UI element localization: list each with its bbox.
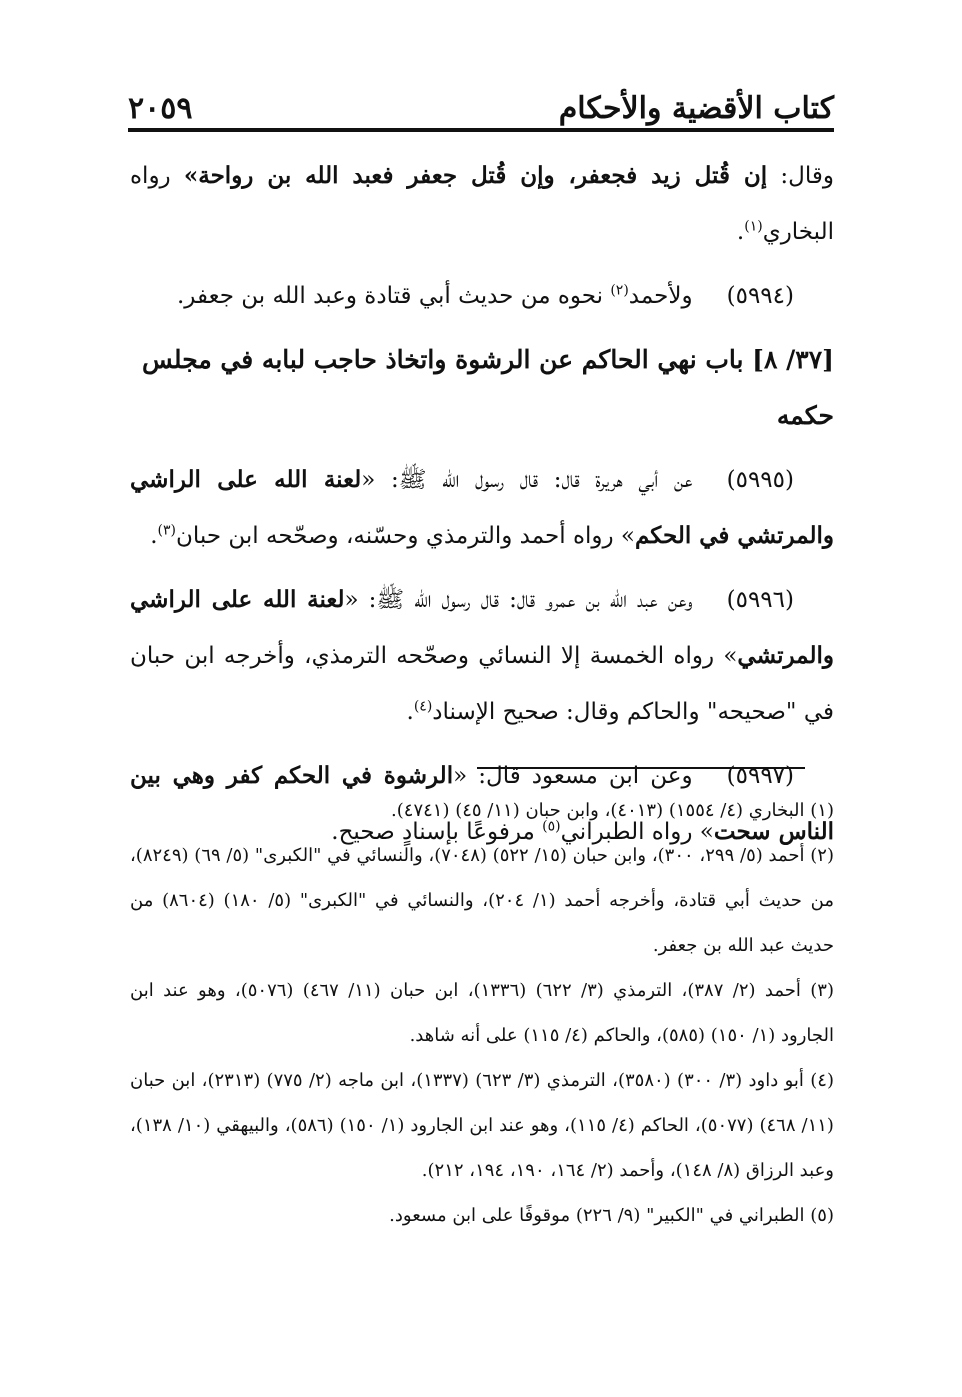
book-title: كتاب الأقضية والأحكام — [558, 91, 834, 126]
hadith-lead: وعن عبد الله بن عمرو قال: قال رسول الله ﷺ: « — [344, 587, 693, 613]
hadith-number: (٥٩٩٥) — [726, 467, 794, 493]
footnote-1: (١) البخاري (٤/ ١٥٥٤) (٤٠١٣)، وابن حبان (١١/ ٤٥) (٤٧٤١). — [391, 800, 834, 821]
hadith-tail: » رواه الخمسة إلا النسائي وصحّحه الترمذي، وأخرجه ابن حبان في "صحيحه" والحاكم وقال: صحيح الإسناد — [130, 643, 834, 725]
paragraph-1 — [130, 148, 834, 260]
hadith-5995 — [130, 452, 834, 564]
hadith-tail: » رواه الطبراني — [560, 819, 714, 845]
hadith-text: لعنة الله على الراشي والمرتشي — [130, 586, 834, 669]
paragraph-tail: رواه البخاري — [130, 163, 834, 245]
footnote-ref: (٣) — [157, 522, 177, 539]
footnote-ref: (٤) — [413, 698, 433, 715]
hadith-number: (٥٩٩٤) — [726, 283, 794, 309]
paragraph-lead: وقال: — [767, 163, 834, 189]
footnote-5: (٥) الطبراني في "الكبير" (٩/ ٢٢٦) موقوفًا على ابن مسعود. — [389, 1205, 834, 1226]
hadith-lead: وعن ابن مسعود قال: « — [453, 763, 693, 789]
hadith-tail: » رواه أحمد والترمذي وحسّنه، وصحّحه ابن حبان — [176, 523, 635, 549]
footnote-ref: (٢) — [610, 282, 629, 299]
hadith-5996 — [130, 572, 834, 740]
footnote-4: (٤) أبو داود (٣/ ٣٠٠) (٣٥٨٠)، الترمذي (٣/ ٦٢٣) (١٣٣٧)، ابن ماجه (٢/ ٧٧٥) (٢٣١٣)، ابن حبان (١١/ ٤٦٨) (٥٠٧٧)، الحاكم (٤/ ١١٥)، وهو عند ابن الجارود (١/ ١٥٠) (٥٨٦)، والبيهقي (١٠/ ١٣٨)، وعبد الرزاق (٨/ ١٤٨)، وأحمد (٢/ ١٦٤، ١٩٠، ١٩٤، ٢١٢). — [130, 1070, 834, 1181]
paragraph-end: . — [736, 219, 745, 245]
footnote-ref: (١) — [744, 218, 763, 235]
running-header — [128, 78, 834, 132]
main-text — [130, 148, 834, 868]
footnote-ref: (٥) — [542, 818, 561, 835]
footnotes — [130, 788, 834, 1238]
page-number: ٢٠٥٩ — [128, 91, 193, 126]
hadith-end: . — [406, 699, 414, 725]
chapter-heading: [٣٧/ ٨] باب نهي الحاكم عن الرشوة واتخاذ حاجب لبابه في مجلس حكمه — [142, 345, 834, 430]
hadith-number: (٥٩٩٦) — [726, 587, 794, 613]
footnote-separator — [477, 767, 805, 769]
footnote-3: (٣) أحمد (٢/ ٣٨٧)، الترمذي (٣/ ٦٢٢) (١٣٣٦)، ابن حبان (١١/ ٤٦٧) (٥٠٧٦)، وهو عند ابن الجارود (١/ ١٥٠) (٥٨٥)، والحاكم (٤/ ١١٥) على أنه شاهد. — [130, 980, 834, 1046]
hadith-text: إن قُتل زيد فجعفر، وإن قُتل جعفر فعبد الله بن رواحة» — [183, 162, 768, 189]
hadith-end: مرفوعًا بإسنادٍ صحيح. — [331, 819, 543, 845]
footnote-2: (٢) أحمد (٥/ ٢٩٩، ٣٠٠)، وابن حبان (١٥/ ٥٢٢) (٧٠٤٨)، والنسائي في "الكبرى" (٥/ ٦٩) (٨٢٤٩)، من حديث أبي قتادة، وأخرجه أحمد (١/ ٢٠٤)، والنسائي في "الكبرى" (٥/ ١٨٠) (٨٦٠٤) من حديث عبد الله بن جعفر. — [130, 845, 834, 956]
paragraph-text: ولأحمد — [628, 283, 693, 309]
hadith-end: . — [150, 523, 158, 549]
hadith-text: لعنة الله على الراشي والمرتشي في الحكم — [130, 466, 834, 549]
paragraph-2 — [130, 268, 834, 324]
hadith-lead: عن أبي هريرة قال: قال رسول الله ﷺ: « — [361, 467, 693, 493]
hadith-text: الرشوة في الحكم كفر وهي بين الناس سحت — [130, 762, 834, 845]
hadith-number: (٥٩٩٧) — [726, 763, 795, 789]
paragraph-tail: نحوه من حديث أبي قتادة وعبد الله بن جعفر. — [177, 283, 611, 309]
